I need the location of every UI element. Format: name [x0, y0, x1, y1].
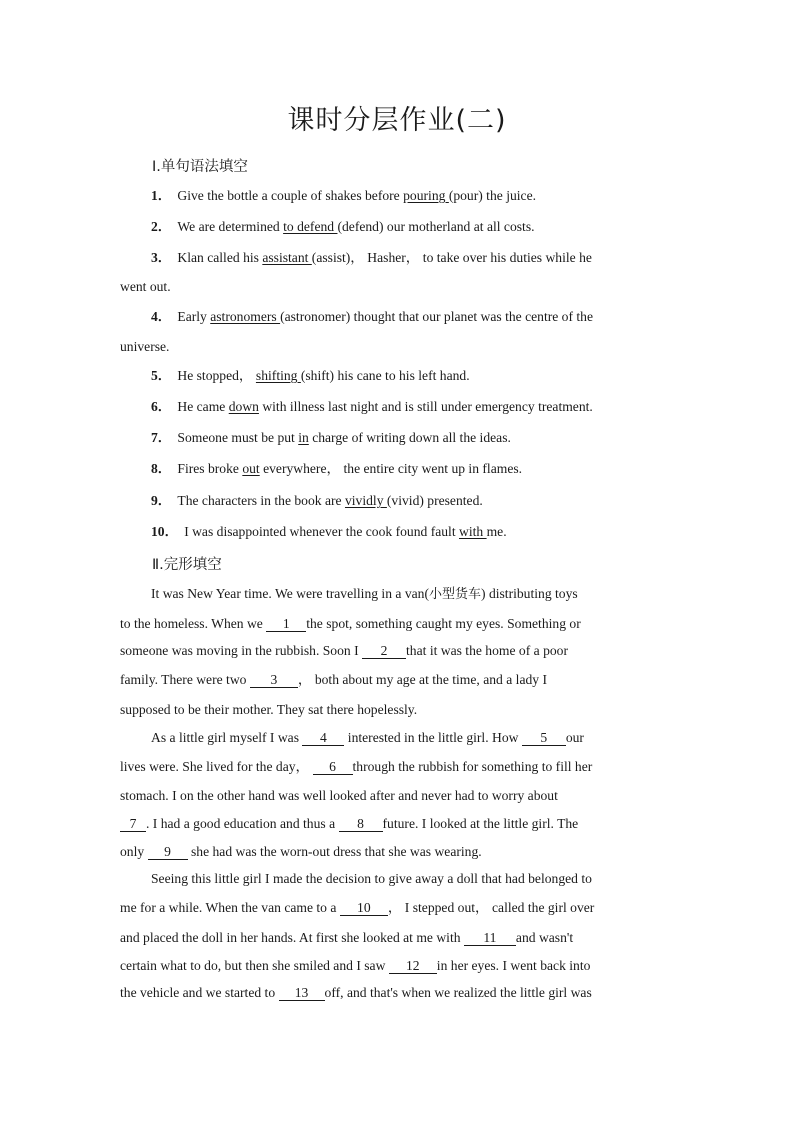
- passage-text: the spot, something caught my eyes. Something or: [306, 616, 581, 631]
- passage-line: supposed to be their mother. They sat there hopelessly.: [120, 702, 418, 717]
- question-text: He stopped，: [177, 368, 256, 383]
- cloze-blank: 3: [250, 672, 298, 688]
- answer: pouring: [403, 188, 449, 203]
- question-number: 2．: [151, 219, 172, 234]
- question-continuation: universe.: [120, 339, 170, 354]
- passage-text: that it was the home of a poor: [406, 643, 568, 658]
- passage-line: [120, 615, 673, 632]
- passage-text: As a little girl myself I was: [151, 730, 303, 745]
- answer: in: [298, 430, 309, 445]
- passage-text: . I had a good education and thus a: [146, 816, 339, 831]
- question-item: [120, 492, 673, 509]
- answer: shifting: [255, 368, 301, 383]
- question-text: Give the bottle a couple of shakes before: [177, 188, 404, 203]
- passage-text: only: [120, 844, 148, 859]
- question-text: (astronomer) thought that our planet was the centre of the: [280, 309, 594, 324]
- passage-text-cn: 小型货车: [429, 587, 482, 602]
- question-text: Someone must be put: [177, 430, 299, 445]
- question-text: Klan called his: [177, 250, 263, 265]
- question-item: [120, 218, 673, 235]
- passage-text: to the homeless. When we: [120, 616, 267, 631]
- cloze-blank: 1: [266, 616, 306, 632]
- question-continuation: went out.: [120, 279, 171, 294]
- question-text: I was disappointed whenever the cook found fault: [184, 524, 460, 539]
- cloze-blank: 2: [362, 643, 406, 659]
- answer: to defend: [283, 219, 338, 234]
- passage-text: off, and that's when we realized the little girl was: [324, 985, 592, 1000]
- passage-text: certain what to do, but then she smiled and I saw: [120, 958, 389, 973]
- question-text: (pour) the juice.: [448, 188, 537, 203]
- question-item: [120, 249, 673, 266]
- passage-line: [120, 758, 673, 775]
- answer: vividly: [344, 493, 387, 508]
- question-item: [120, 429, 673, 446]
- passage-text: family. There were two: [120, 672, 250, 687]
- question-number: 9．: [151, 493, 172, 508]
- cloze-blank: 4: [302, 730, 344, 746]
- passage-text: the vehicle and we started to: [120, 985, 279, 1000]
- question-number: 3．: [151, 250, 172, 265]
- passage-line: [120, 899, 673, 916]
- question-number: 1．: [151, 188, 172, 203]
- question-item: [120, 187, 673, 204]
- question-number: 8．: [151, 461, 172, 476]
- question-text: He came: [177, 399, 229, 414]
- passage-line: [120, 815, 673, 832]
- question-text: (assist)， Hasher， to take over his duties while he: [311, 250, 592, 265]
- passage-text: interested in the little girl. How: [344, 730, 522, 745]
- cloze-blank: 13: [279, 985, 325, 1001]
- question-item: [120, 308, 673, 325]
- question-number: 5．: [151, 368, 172, 383]
- page-title: 课时分层作业(二): [287, 105, 507, 136]
- question-number: 6．: [151, 399, 172, 414]
- answer: astronomers: [210, 309, 281, 324]
- answer: down: [228, 399, 259, 414]
- question-text: We are determined: [177, 219, 284, 234]
- question-number: 7．: [151, 430, 172, 445]
- passage-text: and placed the doll in her hands. At first she looked at me with: [120, 930, 464, 945]
- cloze-blank: 7: [120, 816, 146, 832]
- passage-line: [120, 929, 673, 946]
- answer: assistant: [262, 250, 312, 265]
- cloze-blank: 10: [340, 900, 388, 916]
- passage-text: ) distributing toys: [481, 586, 578, 601]
- question-item: [120, 523, 673, 540]
- question-text: The characters in the book are: [177, 493, 345, 508]
- question-item: [120, 398, 673, 415]
- question-text: charge of writing down all the ideas.: [308, 430, 511, 445]
- question-item: [120, 367, 673, 384]
- question-number: 10．: [151, 524, 179, 539]
- passage-line: [120, 642, 673, 659]
- question-text: Early: [177, 309, 211, 324]
- question-text: everywhere， the entire city went up in flames.: [259, 461, 523, 476]
- question-text: (vivid) presented.: [386, 493, 483, 508]
- cloze-blank: 9: [148, 844, 188, 860]
- cloze-blank: 6: [313, 759, 353, 775]
- passage-line: [120, 843, 673, 860]
- passage-text: she had was the worn-out dress that she was wearing.: [187, 844, 482, 859]
- passage-text: It was New Year time. We were travelling in a van(: [151, 586, 429, 601]
- section-heading-grammar: Ⅰ.单句语法填空: [152, 159, 248, 175]
- passage-text: someone was moving in the rubbish. Soon I: [120, 643, 363, 658]
- passage-text: lives were. She lived for the day，: [120, 759, 313, 774]
- passage-line: [120, 671, 673, 688]
- question-text: (defend) our motherland at all costs.: [337, 219, 535, 234]
- passage-text: through the rubbish for something to fill her: [352, 759, 593, 774]
- answer: with: [459, 524, 487, 539]
- passage-text: future. I looked at the little girl. The: [382, 816, 579, 831]
- passage-text: and wasn't: [515, 930, 574, 945]
- question-text: (shift) his cane to his left hand.: [300, 368, 470, 383]
- question-number: 4．: [151, 309, 172, 324]
- cloze-blank: 8: [339, 816, 383, 832]
- passage-text: in her eyes. I went back into: [436, 958, 591, 973]
- cloze-blank: 11: [464, 930, 516, 946]
- answer: out: [242, 461, 260, 476]
- passage-text: our: [565, 730, 584, 745]
- question-text: me.: [486, 524, 507, 539]
- cloze-blank: 5: [522, 730, 566, 746]
- passage-line: Seeing this little girl I made the decision to give away a doll that had belonged to: [151, 871, 592, 886]
- passage-line: stomach. I on the other hand was well looked after and never had to worry about: [120, 788, 558, 803]
- passage-line: [120, 585, 673, 603]
- question-item: [120, 460, 673, 477]
- passage-text: ， both about my age at the time, and a lady I: [297, 672, 547, 687]
- section-heading-cloze: Ⅱ.完形填空: [152, 557, 222, 573]
- passage-text: me for a while. When the van came to a: [120, 900, 340, 915]
- question-text: Fires broke: [177, 461, 243, 476]
- question-text: with illness last night and is still under emergency treatment.: [258, 399, 593, 414]
- passage-line: [120, 984, 673, 1001]
- passage-line: [120, 729, 673, 746]
- passage-line: [120, 957, 673, 974]
- passage-text: ， I stepped out， called the girl over: [387, 900, 595, 915]
- cloze-blank: 12: [389, 958, 437, 974]
